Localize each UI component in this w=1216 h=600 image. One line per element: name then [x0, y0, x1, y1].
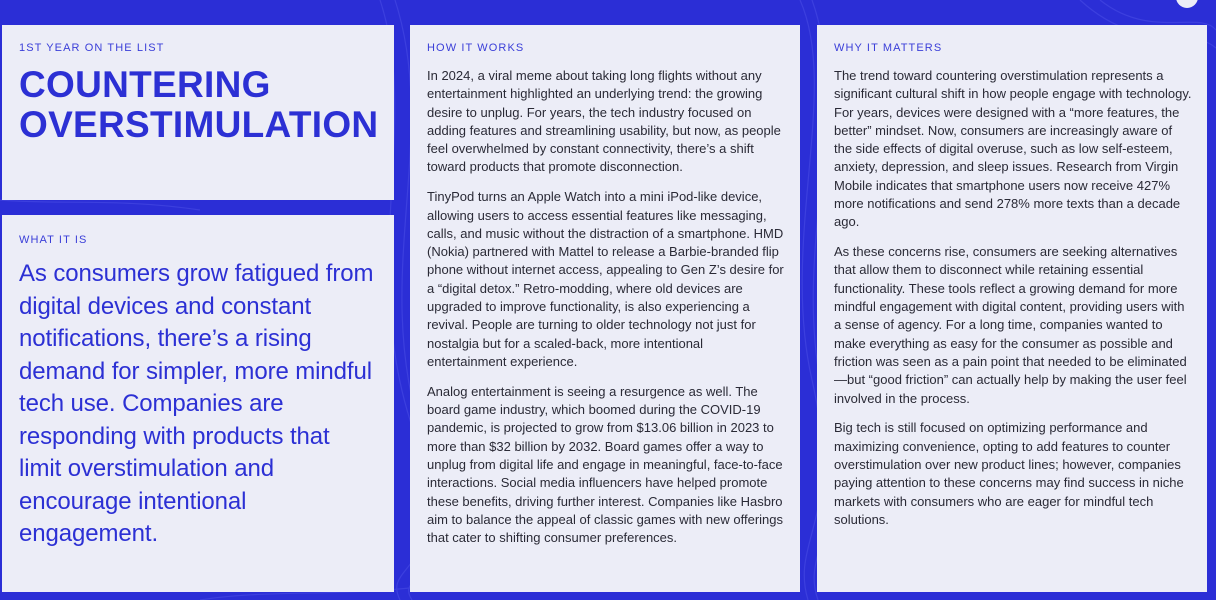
what-it-is-panel	[2, 215, 394, 592]
how-it-works-paragraph: In 2024, a viral meme about taking long flights without any entertainment highlighted an underlying trend: the growing desire to unplug. For years, the tech industry focused on adding features and streamlining usability, but now, as people feel overwhelmed by constant connectivity, there’s a shift toward products that promote disconnection.	[427, 68, 781, 175]
why-it-matters-panel	[817, 25, 1207, 592]
why-it-matters-heading: WHY IT MATTERS	[834, 42, 943, 54]
title-panel	[2, 25, 394, 200]
why-it-matters-paragraph: Big tech is still focused on optimizing performance and maximizing convenience, opting to add features to counter overstimulation over new product lines; however, companies paying attention to these concerns may find success in niche markets with consumers who are eager for mindful tech solutions.	[834, 420, 1184, 527]
how-it-works-heading: HOW IT WORKS	[427, 42, 525, 54]
how-it-works-paragraph: TinyPod turns an Apple Watch into a mini iPod-like device, allowing users to access essential features like messaging, calls, and music without the distraction of a smartphone. HMD (Nokia) partnered with Mattel to release a Barbie-branded flip phone without internet access, appealing to Gen Z’s desire for a “digital detox.” Retro-modding, where old devices are upgraded to improve functionality, is also experiencing a revival. People are turning to older technology not just for nostalgia but for a scaled-back, more intentional entertainment experience.	[427, 189, 784, 369]
what-it-is-text: As consumers grow fatigued from digital devices and constant notifications, there’s a rising demand for simpler, more mindful tech use. Companies are responding with products that limit overstimulation and encourage intentional engagement.	[19, 260, 374, 547]
corner-circle-decoration	[1176, 0, 1198, 8]
why-it-matters-paragraph: As these concerns rise, consumers are seeking alternatives that allow them to disconnect while retaining essential functionality. These tools reflect a growing demand for more mindful engagement with digital content, providing users with a sense of agency. For a long time, companies wanted to make everything as easy for the consumer as possible and friction was seen as a pain point that needed to be eliminated—but “good friction” can actually help by making the user feel involved in the process.	[834, 244, 1187, 406]
list-year-eyebrow: 1ST YEAR ON THE LIST	[19, 42, 165, 54]
trend-title-line-1: COUNTERING	[19, 64, 271, 105]
why-it-matters-body	[834, 67, 1193, 529]
what-it-is-heading: WHAT IT IS	[19, 234, 88, 246]
how-it-works-paragraph: Analog entertainment is seeing a resurgence as well. The board game industry, which boomed during the COVID-19 pandemic, is projected to grow from $13.06 billion in 2023 to more than $32 billion by 2032. Board games offer a way to unplug from digital life and engage in meaningful, face-to-face interactions. Social media influencers have helped promote these benefits, driving further interest. Companies like Hasbro aim to balance the appeal of classic games with new offerings that cater to shifting consumer preferences.	[427, 383, 784, 546]
trend-title-line-2: OVERSTIMULATION	[19, 104, 379, 145]
how-it-works-body	[427, 67, 786, 547]
trend-title	[19, 65, 378, 145]
why-it-matters-paragraph: The trend toward countering overstimulation represents a significant cultural shift in how people engage with technology. For years, devices were designed with a “more features, the better” mindset. Now, consumers are increasingly aware of the side effects of digital overuse, such as low self-esteem, anxiety, depression, and sleep issues. Research from Virgin Mobile indicates that smartphone users now receive 427% more notifications and send 278% more texts than a decade ago.	[834, 68, 1192, 230]
how-it-works-panel	[410, 25, 800, 592]
